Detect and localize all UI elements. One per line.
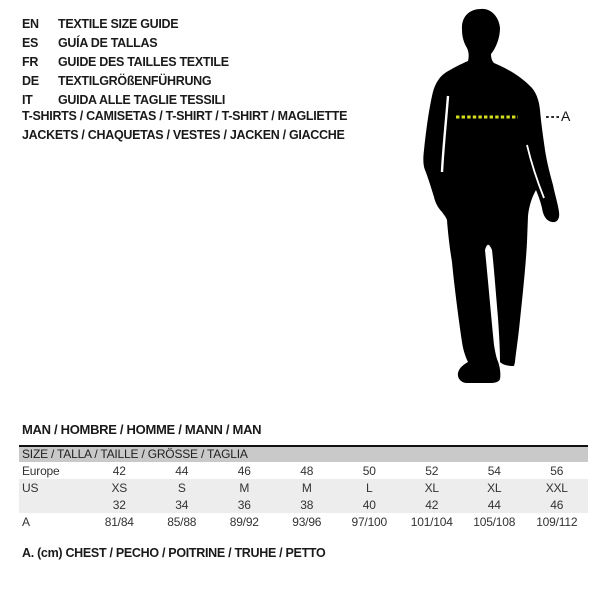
size-cell: 56	[550, 463, 564, 478]
size-cell: 40	[362, 497, 376, 512]
size-cell: 89/92	[229, 514, 259, 529]
size-cell: 85/88	[167, 514, 197, 529]
size-cell: 34	[175, 497, 189, 512]
language-code: ES	[22, 35, 39, 50]
size-cell: 46	[550, 497, 564, 512]
product-type-line: JACKETS / CHAQUETAS / VESTES / JACKEN / GIACCHE	[22, 128, 345, 142]
size-cell: S	[177, 480, 186, 495]
language-code: EN	[22, 16, 39, 31]
size-cell: 48	[300, 463, 314, 478]
size-cell: 44	[175, 463, 189, 478]
section-title: MAN / HOMBRE / HOMME / MANN / MAN	[22, 422, 262, 437]
size-table-header: SIZE / TALLA / TAILLE / GRÖSSE / TAGLIA	[19, 447, 588, 462]
language-label: TEXTILE SIZE GUIDE	[58, 16, 179, 31]
size-cell: XS	[111, 480, 128, 495]
size-cell: 32	[112, 497, 126, 512]
language-code: FR	[22, 54, 39, 69]
size-cell: XL	[487, 480, 502, 495]
size-cell: M	[239, 480, 250, 495]
measure-label-a: A	[561, 108, 571, 124]
language-label: TEXTILGRÖßENFÜHRUNG	[58, 73, 212, 88]
language-list	[22, 14, 229, 109]
size-cell: 50	[362, 463, 376, 478]
language-code: DE	[22, 73, 39, 88]
size-cell: 81/84	[104, 514, 134, 529]
product-type-line: T-SHIRTS / CAMISETAS / T-SHIRT / T-SHIRT / MAGLIETTE	[22, 109, 348, 123]
size-cell: 109/112	[536, 514, 578, 529]
size-cell: 36	[237, 497, 251, 512]
size-cell: 46	[237, 463, 251, 478]
size-cell: L	[366, 480, 373, 495]
language-code: IT	[22, 92, 33, 107]
size-cell: 44	[487, 497, 501, 512]
size-cell: 97/100	[351, 514, 387, 529]
size-cell: 38	[300, 497, 314, 512]
size-cell: 54	[487, 463, 501, 478]
size-cell: 101/104	[410, 514, 453, 529]
product-type-list	[22, 107, 347, 145]
man-silhouette	[410, 0, 600, 400]
table-row-europe	[19, 462, 588, 479]
language-label: GUIDA ALLE TAGLIE TESSILI	[58, 92, 226, 107]
row-label: A	[22, 514, 30, 529]
language-row	[22, 71, 229, 90]
language-label: GUIDE DES TAILLES TEXTILE	[58, 54, 229, 69]
man-silhouette-figure	[410, 0, 600, 400]
row-label: Europe	[22, 463, 60, 478]
size-cell: 105/108	[473, 514, 516, 529]
table-row-chest	[19, 513, 588, 530]
table-row-us	[19, 479, 588, 496]
language-row	[22, 33, 229, 52]
footnote: A. (cm) CHEST / PECHO / POITRINE / TRUHE / PETTO	[22, 546, 326, 560]
size-cell: 42	[112, 463, 126, 478]
man-silhouette-path	[423, 9, 559, 383]
size-cell: XL	[424, 480, 439, 495]
size-cell: 52	[425, 463, 439, 478]
size-cell: XXL	[545, 480, 568, 495]
language-row	[22, 52, 229, 71]
size-table	[19, 445, 588, 530]
row-label: US	[22, 480, 39, 495]
table-row-alt-sizes	[19, 496, 588, 513]
language-label: GUÍA DE TALLAS	[58, 35, 158, 50]
size-cell: 93/96	[292, 514, 322, 529]
language-row	[22, 14, 229, 33]
size-cell: M	[301, 480, 312, 495]
size-cell: 42	[425, 497, 439, 512]
